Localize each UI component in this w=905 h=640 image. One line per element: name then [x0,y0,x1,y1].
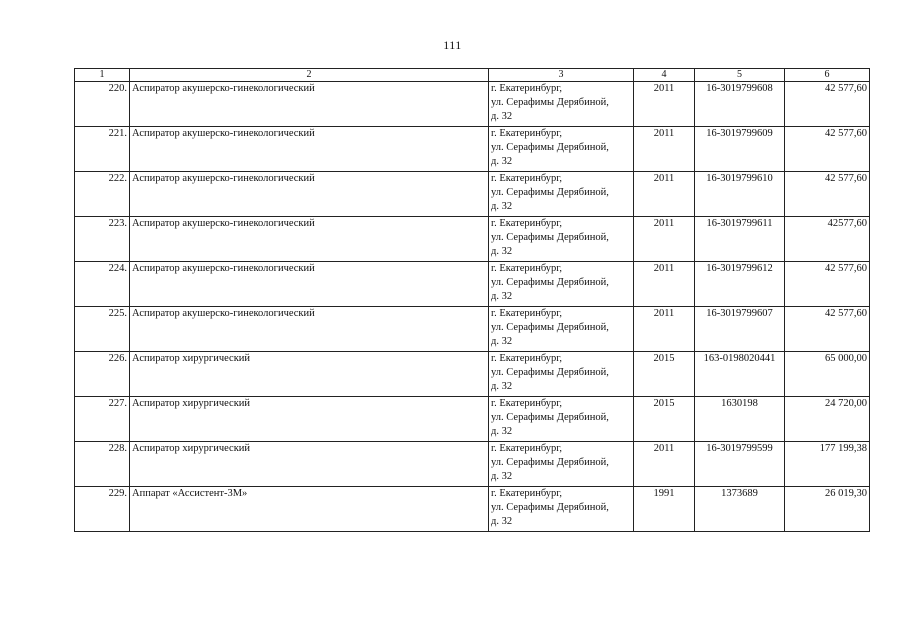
address-line: ул. Серафимы Дерябиной, [491,367,609,378]
item-address [489,262,634,307]
address-line: д. 32 [491,426,513,437]
address-line: д. 32 [491,201,513,212]
item-name: Аспиратор акушерско-гинекологический [130,217,489,262]
address-line: г. Екатеринбург, [491,128,563,139]
address-line: д. 32 [491,381,513,392]
table-header [75,69,870,82]
item-address [489,487,634,532]
item-year: 2015 [634,352,695,397]
item-year: 2011 [634,172,695,217]
address-line: ул. Серафимы Дерябиной, [491,232,609,243]
address-line: г. Екатеринбург, [491,488,563,499]
item-cost: 42 577,60 [785,262,870,307]
table-row [75,487,870,532]
row-number: 224. [75,262,130,307]
item-year: 2011 [634,217,695,262]
address-line: г. Екатеринбург, [491,83,563,94]
row-number: 228. [75,442,130,487]
item-address [489,442,634,487]
item-cost: 65 000,00 [785,352,870,397]
table-row [75,397,870,442]
row-number: 222. [75,172,130,217]
address-line: г. Екатеринбург, [491,443,563,454]
table-row [75,442,870,487]
row-number: 226. [75,352,130,397]
page-number: 111 [443,38,462,52]
row-number: 227. [75,397,130,442]
inventory-number: 1630198 [695,397,785,442]
inventory-number: 16-3019799608 [695,82,785,127]
item-name: Аспиратор акушерско-гинекологический [130,262,489,307]
address-line: г. Екатеринбург, [491,353,563,364]
table-row [75,352,870,397]
item-year: 1991 [634,487,695,532]
item-name: Аспиратор акушерско-гинекологический [130,172,489,217]
column-header-5: 5 [695,69,785,82]
row-number: 229. [75,487,130,532]
column-header-1: 1 [75,69,130,82]
item-address [489,352,634,397]
item-name: Аспиратор акушерско-гинекологический [130,127,489,172]
item-name: Аспиратор акушерско-гинекологический [130,307,489,352]
inventory-number: 16-3019799609 [695,127,785,172]
item-cost: 24 720,00 [785,397,870,442]
column-header-4: 4 [634,69,695,82]
address-line: ул. Серафимы Дерябиной, [491,97,609,108]
address-line: д. 32 [491,156,513,167]
item-name: Аспиратор хирургический [130,397,489,442]
property-table [74,68,870,532]
row-number: 223. [75,217,130,262]
item-year: 2011 [634,442,695,487]
item-cost: 42 577,60 [785,172,870,217]
address-line: ул. Серафимы Дерябиной, [491,277,609,288]
row-number: 220. [75,82,130,127]
item-address [489,217,634,262]
item-cost: 42 577,60 [785,127,870,172]
item-address [489,127,634,172]
table-row [75,217,870,262]
address-line: г. Екатеринбург, [491,263,563,274]
address-line: д. 32 [491,336,513,347]
header-row [75,69,870,82]
item-address [489,307,634,352]
item-year: 2011 [634,307,695,352]
address-line: ул. Серафимы Дерябиной, [491,412,609,423]
item-year: 2011 [634,127,695,172]
item-year: 2011 [634,82,695,127]
address-line: ул. Серафимы Дерябиной, [491,502,609,513]
table-row [75,172,870,217]
item-year: 2011 [634,262,695,307]
address-line: д. 32 [491,291,513,302]
address-line: д. 32 [491,246,513,257]
address-line: ул. Серафимы Дерябиной, [491,142,609,153]
item-cost: 42 577,60 [785,82,870,127]
inventory-number: 163-0198020441 [695,352,785,397]
address-line: г. Екатеринбург, [491,308,563,319]
inventory-number: 16-3019799611 [695,217,785,262]
table-body [75,82,870,532]
address-line: д. 32 [491,471,513,482]
address-line: ул. Серафимы Дерябиной, [491,322,609,333]
item-address [489,82,634,127]
address-line: ул. Серафимы Дерябиной, [491,457,609,468]
address-line: г. Екатеринбург, [491,173,563,184]
table-row [75,262,870,307]
table-row [75,127,870,172]
item-name: Аспиратор акушерско-гинекологический [130,82,489,127]
column-header-2: 2 [130,69,489,82]
column-header-3: 3 [489,69,634,82]
inventory-number: 16-3019799612 [695,262,785,307]
table-row [75,307,870,352]
inventory-number: 16-3019799607 [695,307,785,352]
item-name: Аппарат «Ассистент-3М» [130,487,489,532]
item-cost: 42 577,60 [785,307,870,352]
item-name: Аспиратор хирургический [130,352,489,397]
address-line: г. Екатеринбург, [491,218,563,229]
row-number: 225. [75,307,130,352]
item-address [489,397,634,442]
item-cost: 42577,60 [785,217,870,262]
address-line: д. 32 [491,111,513,122]
item-cost: 26 019,30 [785,487,870,532]
address-line: д. 32 [491,516,513,527]
row-number: 221. [75,127,130,172]
item-address [489,172,634,217]
item-name: Аспиратор хирургический [130,442,489,487]
inventory-number: 16-3019799610 [695,172,785,217]
column-header-6: 6 [785,69,870,82]
address-line: г. Екатеринбург, [491,398,563,409]
inventory-number: 1373689 [695,487,785,532]
table-row [75,82,870,127]
inventory-number: 16-3019799599 [695,442,785,487]
item-cost: 177 199,38 [785,442,870,487]
item-year: 2015 [634,397,695,442]
address-line: ул. Серафимы Дерябиной, [491,187,609,198]
